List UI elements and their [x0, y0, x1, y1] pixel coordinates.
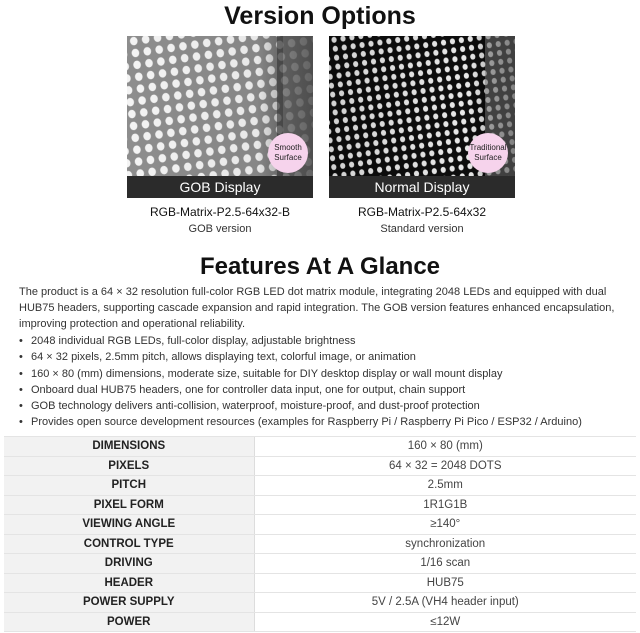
- spec-row: [4, 593, 636, 613]
- badge-line-1: Smooth: [274, 143, 302, 152]
- badge-line-2: Surface: [274, 153, 302, 162]
- spec-value: HUB75: [254, 573, 636, 593]
- features-title: Features At A Glance: [199, 253, 441, 280]
- feature-item: • 64 × 32 pixels, 2.5mm pitch, allows displaying text, colorful image, or animation: [19, 349, 627, 365]
- feature-item: • GOB technology delivers anti-collision, waterproof, moisture-proof, and dust-proof protection: [19, 398, 627, 414]
- spec-label: PITCH: [4, 476, 254, 496]
- spec-row: [4, 476, 636, 496]
- badge-line-1: Traditional: [469, 143, 507, 152]
- spec-label: PIXELS: [4, 456, 254, 476]
- spec-table: [4, 436, 636, 632]
- smooth-surface-badge: [268, 133, 308, 173]
- feature-item: • 2048 individual RGB LEDs, full-color display, adjustable brightness: [19, 333, 627, 349]
- spec-row: [4, 554, 636, 574]
- spec-row: [4, 534, 636, 554]
- spec-value: 1/16 scan: [254, 554, 636, 574]
- badge-line-2: Surface: [474, 153, 502, 162]
- spec-row: [4, 456, 636, 476]
- gob-display-caption: GOB Display: [127, 176, 313, 198]
- normal-display-card: [329, 36, 515, 198]
- spec-label: POWER: [4, 612, 254, 632]
- normal-model-name: RGB-Matrix-P2.5-64x32: [357, 205, 487, 219]
- spec-row: [4, 612, 636, 632]
- spec-label: DIMENSIONS: [4, 437, 254, 457]
- spec-value: synchronization: [254, 534, 636, 554]
- gob-display-card: [127, 36, 313, 198]
- spec-row: [4, 495, 636, 515]
- spec-label: VIEWING ANGLE: [4, 515, 254, 535]
- spec-row: [4, 573, 636, 593]
- spec-label: POWER SUPPLY: [4, 593, 254, 613]
- feature-item: • Provides open source development resources (examples for Raspberry Pi / Raspberry Pi Pico / ESP32 / Arduino): [19, 414, 627, 430]
- feature-item: • Onboard dual HUB75 headers, one for controller data input, one for output, chain support: [19, 382, 627, 398]
- spec-value: 160 × 80 (mm): [254, 437, 636, 457]
- spec-value: 5V / 2.5A (VH4 header input): [254, 593, 636, 613]
- standard-version-label: Standard version: [380, 223, 464, 235]
- spec-label: PIXEL FORM: [4, 495, 254, 515]
- spec-value: ≤12W: [254, 612, 636, 632]
- spec-label: CONTROL TYPE: [4, 534, 254, 554]
- version-options-title: Version Options: [224, 2, 416, 30]
- spec-value: 1R1G1B: [254, 495, 636, 515]
- traditional-surface-badge: [468, 133, 508, 173]
- feature-list: [19, 333, 627, 431]
- spec-value: 64 × 32 = 2048 DOTS: [254, 456, 636, 476]
- spec-label: HEADER: [4, 573, 254, 593]
- normal-display-caption: Normal Display: [329, 176, 515, 198]
- spec-row: [4, 437, 636, 457]
- spec-label: DRIVING: [4, 554, 254, 574]
- features-intro: The product is a 64 × 32 resolution full-color RGB LED dot matrix module, integrating 2048 LEDs and equipped with dual HUB75 headers, supporting cascade expansion and rapid integration. The GOB version features enhanced encapsulation, improving protection and operational reliability.: [19, 286, 615, 330]
- gob-version-label: GOB version: [188, 223, 252, 235]
- spec-value: ≥140°: [254, 515, 636, 535]
- gob-model-name: RGB-Matrix-P2.5-64x32-B: [149, 205, 291, 219]
- feature-item: • 160 × 80 (mm) dimensions, moderate size, suitable for DIY desktop display or wall mount display: [19, 366, 627, 382]
- spec-row: [4, 515, 636, 535]
- spec-value: 2.5mm: [254, 476, 636, 496]
